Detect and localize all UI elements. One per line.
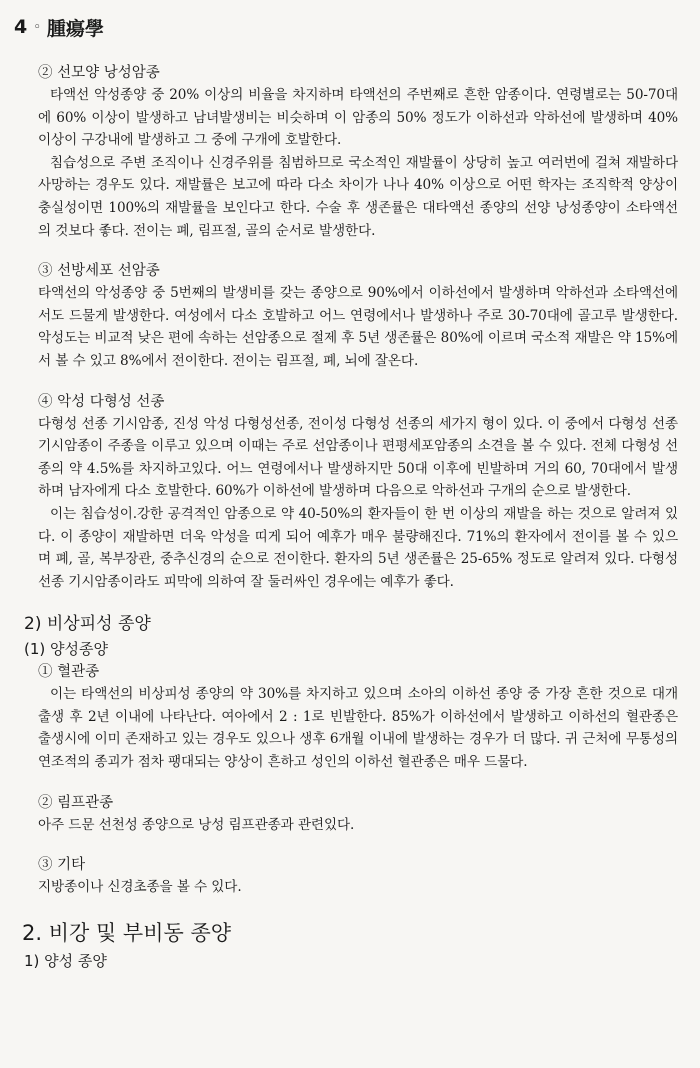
paragraph: 침습성으로 주변 조직이나 신경주위를 침범하므로 국소적인 재발률이 상당히 높고 여러번에 걸쳐 재발하다 사망하는 경우도 있다. 재발률은 보고에 따라 다소 차이가 나나 40% 이상으로 어떤 학자는 조직학적 양상이 충실성이면 100%의 재발률을 보인다고 한다. 수술 후 생존률은 대타액선 종양의 선양 낭성종양이 소타액선의 것보다 좋다. 전이는 폐, 림프절, 골의 순서로 발생한다.	[38, 154, 678, 239]
section-title: ② 선모양 낭성암종	[38, 65, 160, 81]
paragraph: 타액선의 악성종양 중 5번째의 발생비를 갖는 종양으로 90%에서 이하선에서 발생하며 악하선과 소타액선에서도 드물게 발생한다. 여성에서 다소 호발하고 어느 연령에서나 발생하나 주로 30-70대에 골고루 발생한다. 악성도는 비교적 낮은 편에 속하는 선암종으로 절제 후 5년 생존률은 80%에 이르며 국소적 재발은 약 15%에서 볼 수 있고 8%에서 전이한다. 전이는 림프절, 폐, 뇌에 잘온다.	[38, 285, 678, 369]
book-title: 腫瘍學	[46, 17, 104, 40]
subsection-heading: 2) 비상피성 종양	[24, 614, 151, 635]
chapter-heading: 2. 비강 및 부비동 종양	[22, 920, 232, 945]
page-number: 4	[14, 16, 28, 38]
paragraph: 타액선 악성종양 중 20% 이상의 비율을 차지하며 타액선의 주번째로 흔한 암종이다. 연령별로는 50-70대에 60% 이상이 발생하고 남녀발생비는 비슷하며 이 암종의 50% 정도가 이하선과 악하선에 발생하며 40% 이상이 구강내에 발생하고 그 중에 구개에 호발한다.	[38, 87, 678, 149]
page-content	[22, 62, 678, 973]
chapter-subheading: 1) 양성 종양	[24, 951, 107, 970]
section-title: ③ 선방세포 선암종	[38, 263, 160, 280]
section-title: ④ 악성 다형성 선종	[38, 393, 165, 410]
paragraph: 지방종이나 신경초종을 볼 수 있다.	[38, 879, 242, 896]
paragraph: 다형성 선종 기시암종, 진성 악성 다형성선종, 전이성 다형성 선종의 세가지 형이 있다. 이 중에서 다형성 선종 기시암종이 주종을 이루고 있으며 이때는 주로 선암종이나 편평세포암종의 소견을 볼 수 있다. 전체 다형성 선종의 약 4.5%를 차지하고있다. 어느 연령에서나 발생하지만 50대 이후에 빈발하며 거의 60, 70대에서 발생하며 남자에게 다소 호발한다. 60%가 이하선에 발생하며 다음으로 악하선과 구개의 순으로 발생한다.	[38, 415, 678, 500]
subsection-subheading: (1) 양성종양	[24, 640, 108, 659]
section-title: ② 림프관종	[38, 794, 114, 811]
paragraph: 아주 드문 선천성 종양으로 낭성 림프관종과 관련있다.	[38, 816, 355, 833]
section-title: ① 혈관종	[38, 664, 100, 681]
header-divider-icon: ◦	[33, 19, 41, 35]
page-header	[14, 14, 104, 40]
section-title: ③ 기타	[38, 857, 86, 874]
paragraph: 이는 침습성이.강한 공격적인 암종으로 약 40-50%의 환자들이 한 번 이상의 재발을 하는 것으로 알려져 있다. 이 종양이 재발하면 더욱 악성을 띠게 되어 예후가 매우 불량해진다. 71%의 환자에서 전이를 볼 수 있으며 폐, 골, 복부장관, 중추신경의 순으로 전이한다. 환자의 5년 생존률은 25-65% 정도로 알려져 있다. 다형성 선종 기시암종이라도 피막에 의하여 잘 둘러싸인 경우에는 예후가 좋다.	[38, 505, 678, 590]
paragraph: 이는 타액선의 비상피성 종양의 약 30%를 차지하고 있으며 소아의 이하선 종양 중 가장 흔한 것으로 대개 출생 후 2년 이내에 나타난다. 여아에서 2 : 1로 빈발한다. 85%가 이하선에서 발생하고 이하선의 혈관종은 출생시에 이미 존재하고 있는 경우도 있으나 생후 6개월 이내에 발생하는 경우가 더 많다. 귀 근처에 무통성의 연조적의 종괴가 점차 팽대되는 양상이 흔하고 성인의 이하선 혈관종은 매우 드물다.	[38, 686, 678, 771]
